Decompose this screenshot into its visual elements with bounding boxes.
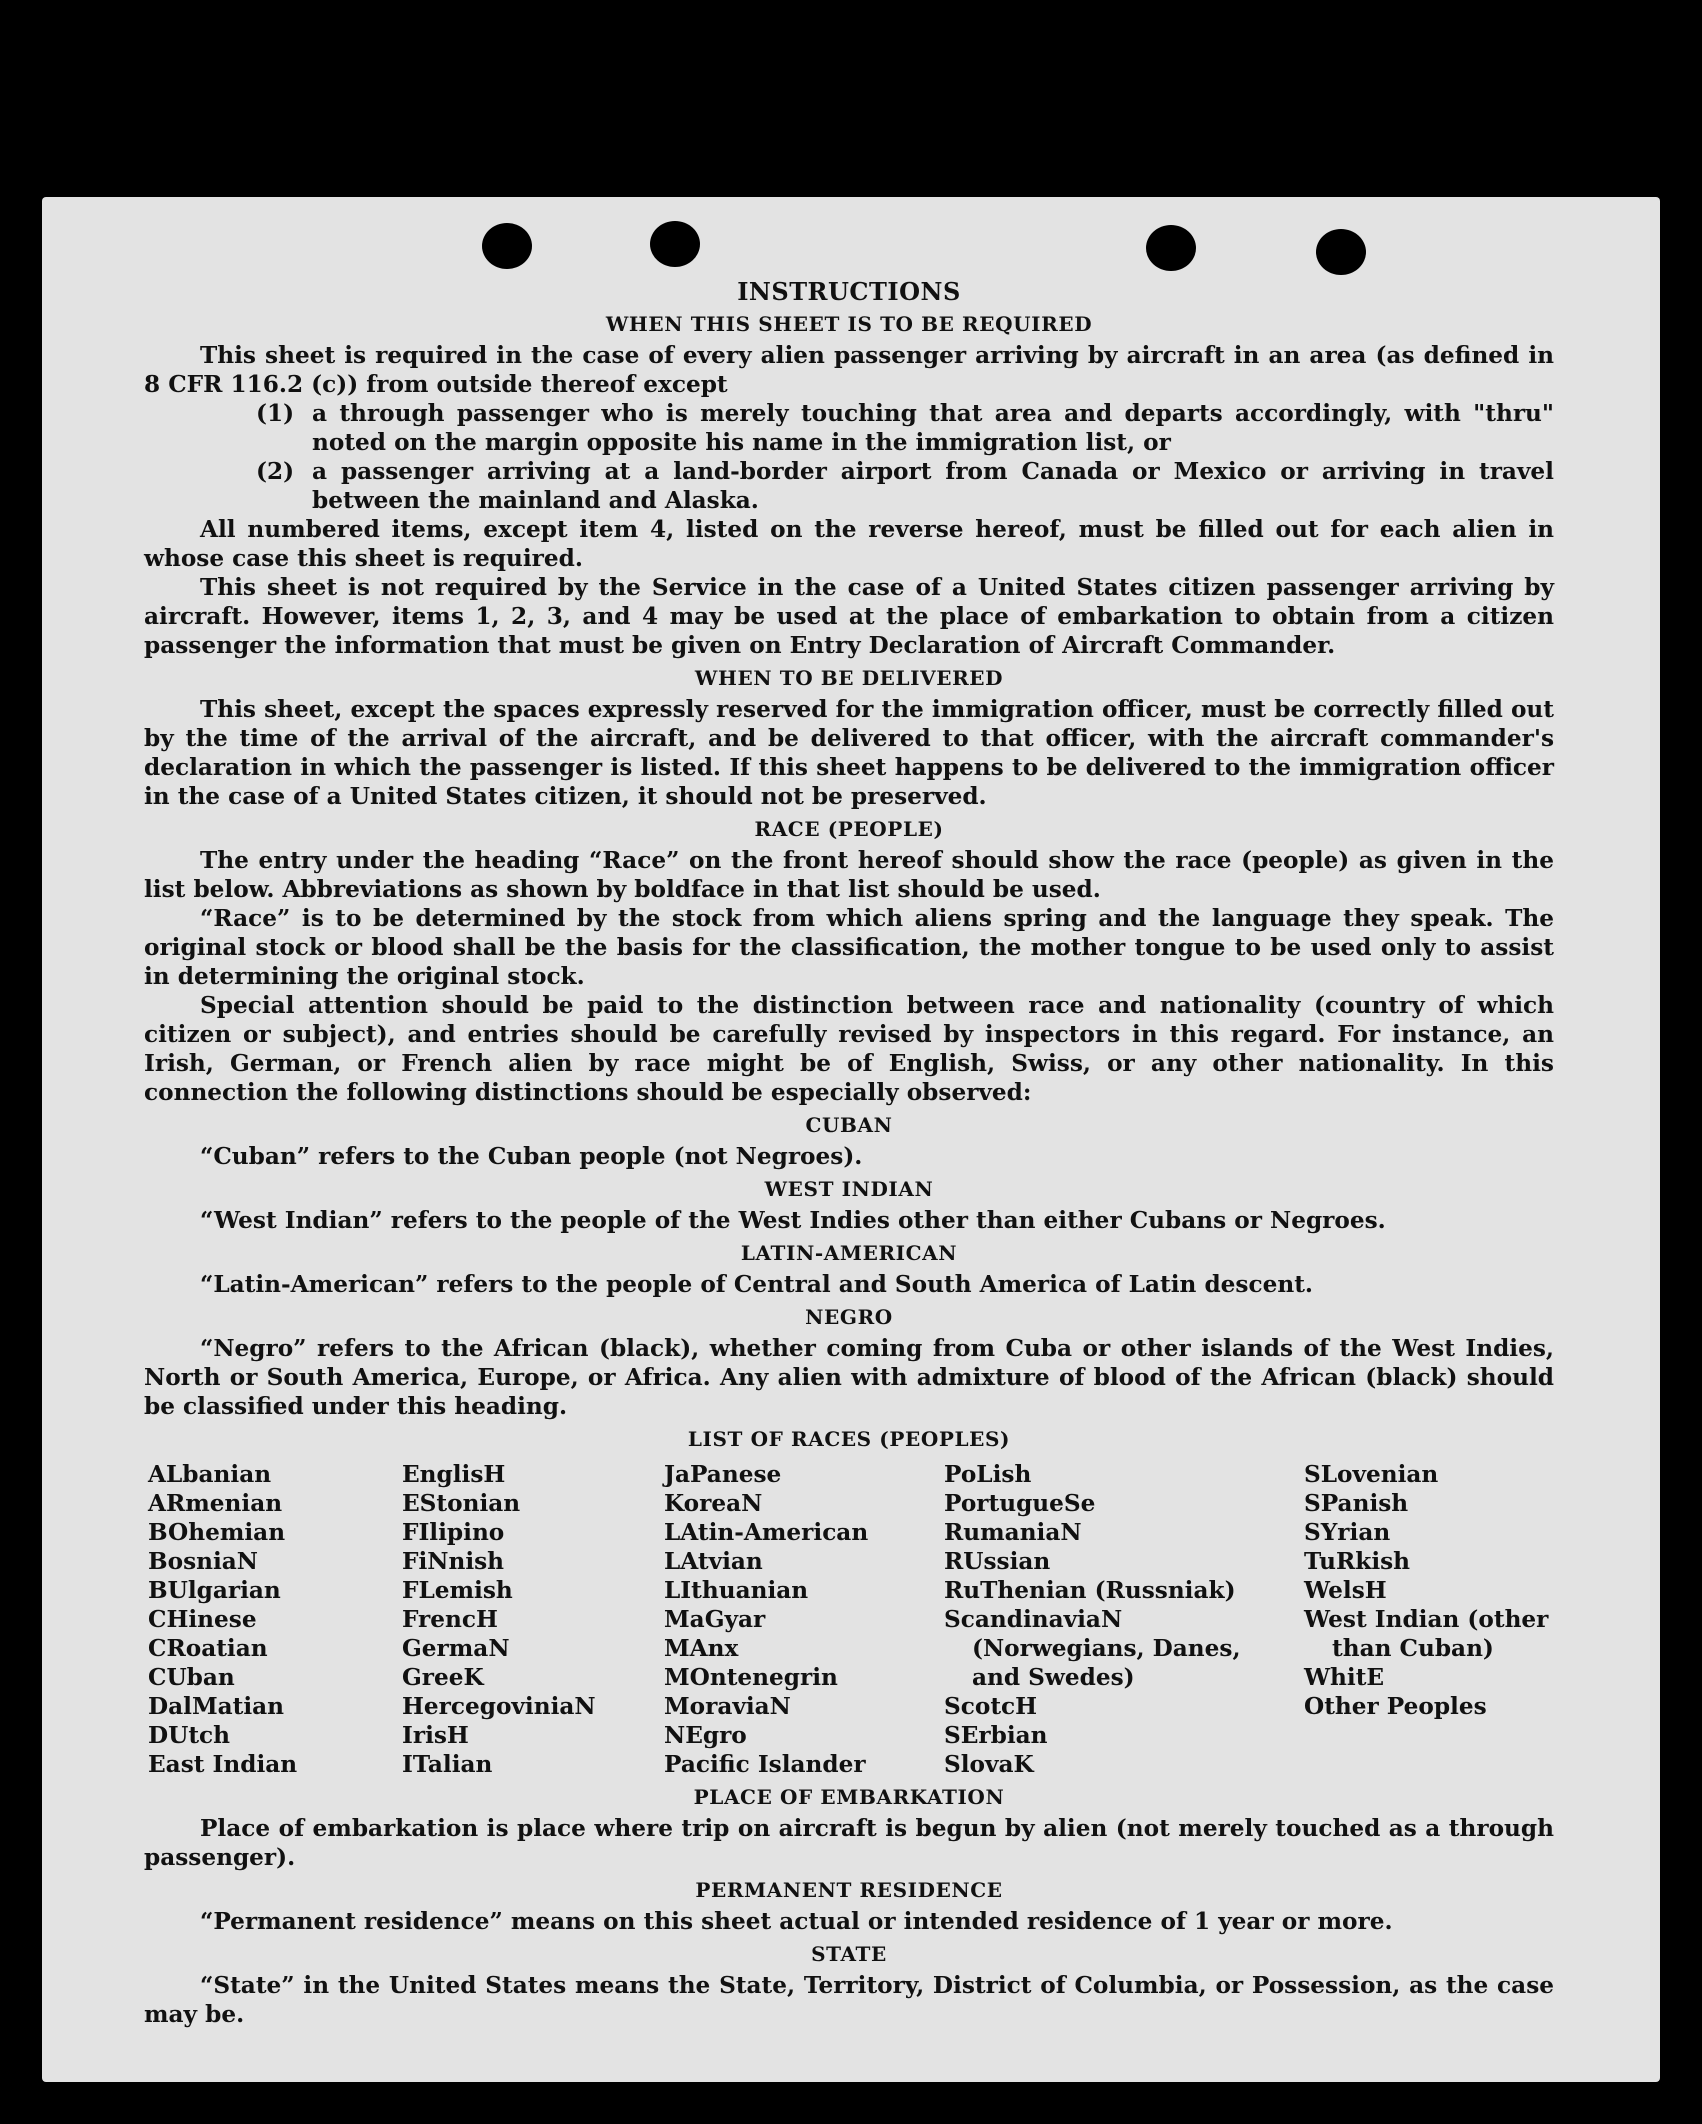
race-entry: ScandinaviaN (Norwegians, Danes, and Swedes) [944,1606,1241,1691]
race-entry: EStonian [402,1490,521,1517]
race-entry: EnglisH [402,1461,506,1488]
paragraph: “Negro” refers to the African (black), whether coming from Cuba or other islands of the West Indies, North or South America, Europe, or Africa. Any alien with admixture of blood of the African (black) should be classified under this heading. [144,1335,1554,1420]
race-entry: SLovenian [1304,1461,1439,1488]
punch-hole [1146,225,1196,271]
race-entry: East Indian [148,1751,298,1778]
race-entry: SYrian [1304,1519,1391,1546]
race-entry: SErbian [944,1722,1048,1749]
race-column [1244,1460,1554,1779]
race-entry: LAtvian [664,1548,763,1575]
race-entry: NEgro [664,1722,747,1749]
race-list [148,1460,1554,1779]
instructions-content [144,277,1554,2029]
race-entry: CHinese [148,1606,257,1633]
race-entry: IrisH [402,1722,469,1749]
page-title: INSTRUCTIONS [737,277,961,306]
punch-hole [650,221,700,267]
race-entry: PortugueSe [944,1490,1096,1517]
paragraph: “Latin-American” refers to the people of Central and South America of Latin descent. [200,1271,1313,1298]
race-entry: BUlgarian [148,1577,281,1604]
race-entry: CUban [148,1664,235,1691]
race-column [664,1460,944,1779]
paragraph: “Race” is to be determined by the stock from which aliens spring and the language they speak. The original stock or blood shall be the basis for the classification, the mother tongue to be used only to assist in determining the original stock. [144,905,1554,990]
list-item [256,457,1554,515]
section-heading: LIST OF RACES (PEOPLES) [687,1427,1011,1451]
race-entry: FIlipino [402,1519,505,1546]
section-heading: STATE [811,1942,887,1966]
race-column [402,1460,664,1779]
paragraph: The entry under the heading “Race” on the front hereof should show the race (people) as given in the list below. Abbreviations as shown by boldface in that list should be used. [144,847,1554,903]
race-entry: Other Peoples [1304,1693,1487,1720]
paragraph: “State” in the United States means the State, Territory, District of Columbia, or Possession, as the case may be. [144,1972,1554,2028]
race-entry: LAtin-American [664,1519,869,1546]
list-item [256,399,1554,457]
race-entry: RuThenian (Russniak) [944,1577,1236,1604]
race-entry: DUtch [148,1722,231,1749]
punch-hole [482,223,532,269]
race-entry: MAnx [664,1635,739,1662]
race-entry: GreeK [402,1664,484,1691]
section-heading: WHEN TO BE DELIVERED [694,666,1004,690]
race-entry: BOhemian [148,1519,286,1546]
section-heading: PERMANENT RESIDENCE [695,1878,1003,1902]
race-entry: TuRkish [1304,1548,1411,1575]
section-heading: LATIN-AMERICAN [740,1241,958,1265]
race-entry: CRoatian [148,1635,268,1662]
paragraph: Special attention should be paid to the distinction between race and nationality (country of which citizen or subject), and entries should be carefully revised by inspectors in this regard. For instance, an Irish, German, or French alien by race might be of English, Swiss, or any other nationality. In this connection the following distinctions should be especially observed: [144,992,1554,1106]
race-column [944,1460,1244,1779]
race-entry: WhitE [1304,1664,1385,1691]
race-entry: SlovaK [944,1751,1034,1778]
paragraph: This sheet, except the spaces expressly reserved for the immigration officer, must be correctly filled out by the time of the arrival of the aircraft, and be delivered to that officer, with the aircraft commander's declaration in which the passenger is listed. If this sheet happens to be delivered to the immigration officer in the case of a United States citizen, it should not be preserved. [144,696,1554,810]
race-entry: FiNnish [402,1548,505,1575]
section-heading: WEST INDIAN [764,1177,934,1201]
race-entry: KoreaN [664,1490,763,1517]
race-entry: ALbanian [148,1461,272,1488]
paragraph: This sheet is not required by the Service in the case of a United States citizen passenger arriving by aircraft. However, items 1, 2, 3, and 4 may be used at the place of embarkation to obtain from a citizen passenger the information that must be given on Entry Declaration of Aircraft Commander. [144,574,1554,659]
race-entry: DalMatian [148,1693,285,1720]
item-number: (1) [256,400,295,427]
section-heading: NEGRO [805,1305,893,1329]
section-heading: WHEN THIS SHEET IS TO BE REQUIRED [605,312,1093,336]
race-entry: LIthuanian [664,1577,809,1604]
race-entry: FrencH [402,1606,498,1633]
race-entry: ARmenian [148,1490,283,1517]
paragraph: All numbered items, except item 4, listed on the reverse hereof, must be filled out for each alien in whose case this sheet is required. [144,516,1554,572]
race-entry: MOntenegrin [664,1664,838,1691]
paragraph: This sheet is required in the case of every alien passenger arriving by aircraft in an area (as defined in 8 CFR 116.2 (c)) from outside thereof except [144,342,1554,398]
race-entry: West Indian (other than Cuban) [1304,1606,1549,1662]
race-entry: ITalian [402,1751,493,1778]
race-entry: HercegoviniaN [402,1693,596,1720]
item-text: a through passenger who is merely touching that area and departs accordingly, with "thru" noted on the margin opposite his name in the immigration list, or [312,400,1554,456]
race-entry: ScotcH [944,1693,1038,1720]
item-text: a passenger arriving at a land-border airport from Canada or Mexico or arriving in travel between the mainland and Alaska. [312,458,1554,514]
race-entry: RumaniaN [944,1519,1082,1546]
race-entry: MoraviaN [664,1693,791,1720]
paragraph: “Cuban” refers to the Cuban people (not Negroes). [200,1143,863,1170]
paragraph: Place of embarkation is place where trip on aircraft is begun by alien (not merely touched as a through passenger). [144,1815,1554,1871]
race-entry: SPanish [1304,1490,1409,1517]
race-entry: WelsH [1304,1577,1387,1604]
section-heading: CUBAN [805,1113,893,1137]
punch-hole [1316,229,1366,275]
race-entry: FLemish [402,1577,513,1604]
race-entry: BosniaN [148,1548,259,1575]
item-number: (2) [256,458,295,485]
paragraph: “Permanent residence” means on this sheet actual or intended residence of 1 year or more. [200,1908,1393,1935]
race-entry: RUssian [944,1548,1051,1575]
section-heading: PLACE OF EMBARKATION [693,1785,1005,1809]
race-entry: Pacific Islander [664,1751,866,1778]
race-entry: GermaN [402,1635,510,1662]
race-column [148,1460,402,1779]
race-entry: PoLish [944,1461,1032,1488]
race-entry: MaGyar [664,1606,766,1633]
paragraph: “West Indian” refers to the people of the West Indies other than either Cubans or Negroes. [200,1207,1386,1234]
race-entry: JaPanese [664,1461,782,1488]
section-heading: RACE (PEOPLE) [754,817,944,841]
